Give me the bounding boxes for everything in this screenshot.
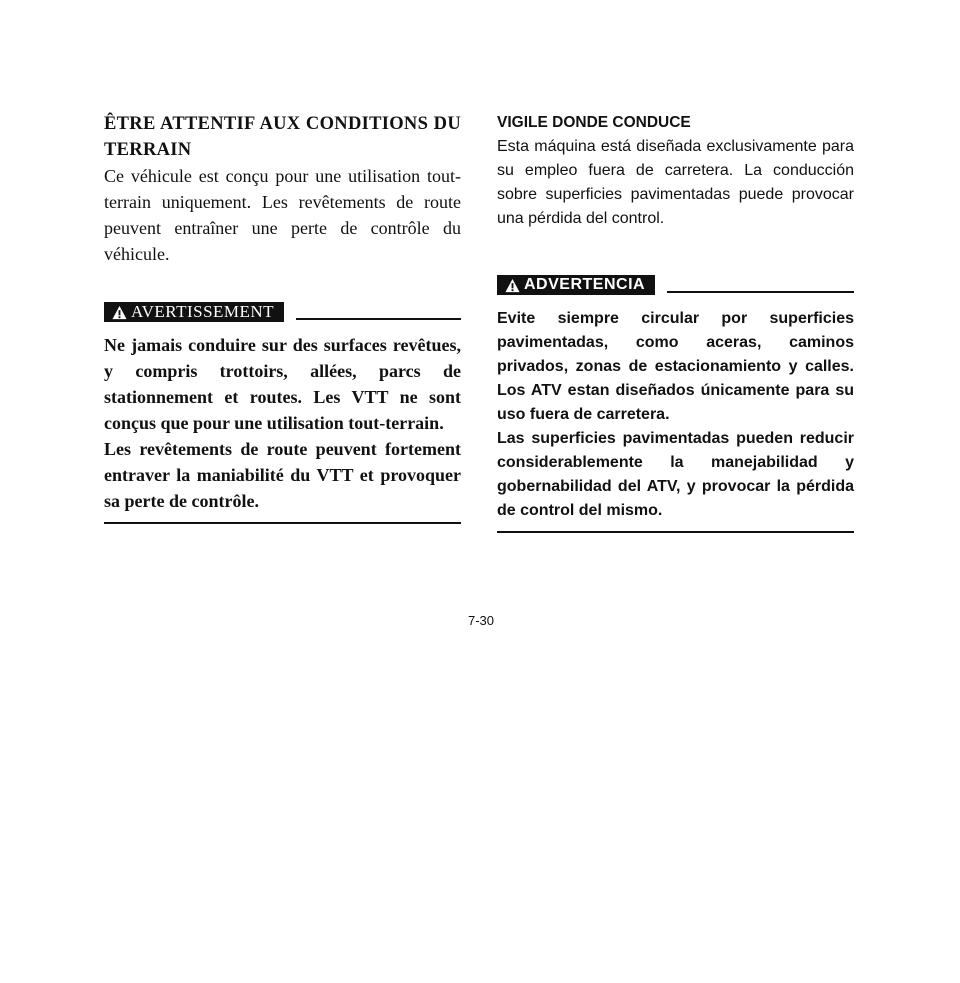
warning-triangle-icon [112,305,127,320]
warning-header [497,275,854,295]
warning-badge [497,275,655,295]
warning-bottom-rule [497,531,854,533]
section-body: Esta máquina está diseñada exclusivamente para su empleo fuera de carretera. La conducción sobre superficies pavimentadas puede provocar una pérdida del control. [497,138,854,227]
spanish-column [497,111,854,533]
warning-header-rule [667,291,854,293]
warning-paragraph: Les revêtements de route peuvent fortement entraver la maniabilité du VTT et provoquer sa perte de contrôle. [104,439,461,511]
warning-triangle-icon [505,278,520,293]
warning-paragraph: Evite siempre circular por superficies pavimentadas, como aceras, caminos privados, zonas de estacionamiento y calles. Los ATV estan diseñados únicamente para su uso fuera de carretera. [497,310,854,423]
warning-box [497,307,854,523]
warning-bottom-rule [104,522,461,524]
warning-label: ADVERTENCIA [524,276,646,293]
warning-label: AVERTISSEMENT [131,302,275,321]
warning-header [104,302,461,322]
section-heading: ÊTRE ATTENTIF AUX CONDITIONS DU TERRAIN [104,114,461,160]
warning-paragraph: Ne jamais conduire sur des surfaces revêtues, y compris trottoirs, allées, parcs de stationnement et routes. Les VTT ne sont conçus que pour une utilisation tout-terrain. [104,335,461,433]
warning-paragraph: Las superficies pavimentadas pueden reducir considerablemente la manejabilidad y gobernabilidad del ATV, y provocar la pérdida de control del mismo. [497,430,854,519]
warning-header-rule [296,318,461,320]
section-body: Ce véhicule est conçu pour une utilisation tout-terrain uniquement. Les revêtements de route peuvent entraîner une perte de contrôle du véhicule. [104,166,461,264]
warning-badge [104,302,284,322]
section-heading: VIGILE DONDE CONDUCE [497,114,691,131]
french-column [104,111,461,524]
page-number: 7-30 [467,613,495,628]
warning-box [104,332,461,514]
